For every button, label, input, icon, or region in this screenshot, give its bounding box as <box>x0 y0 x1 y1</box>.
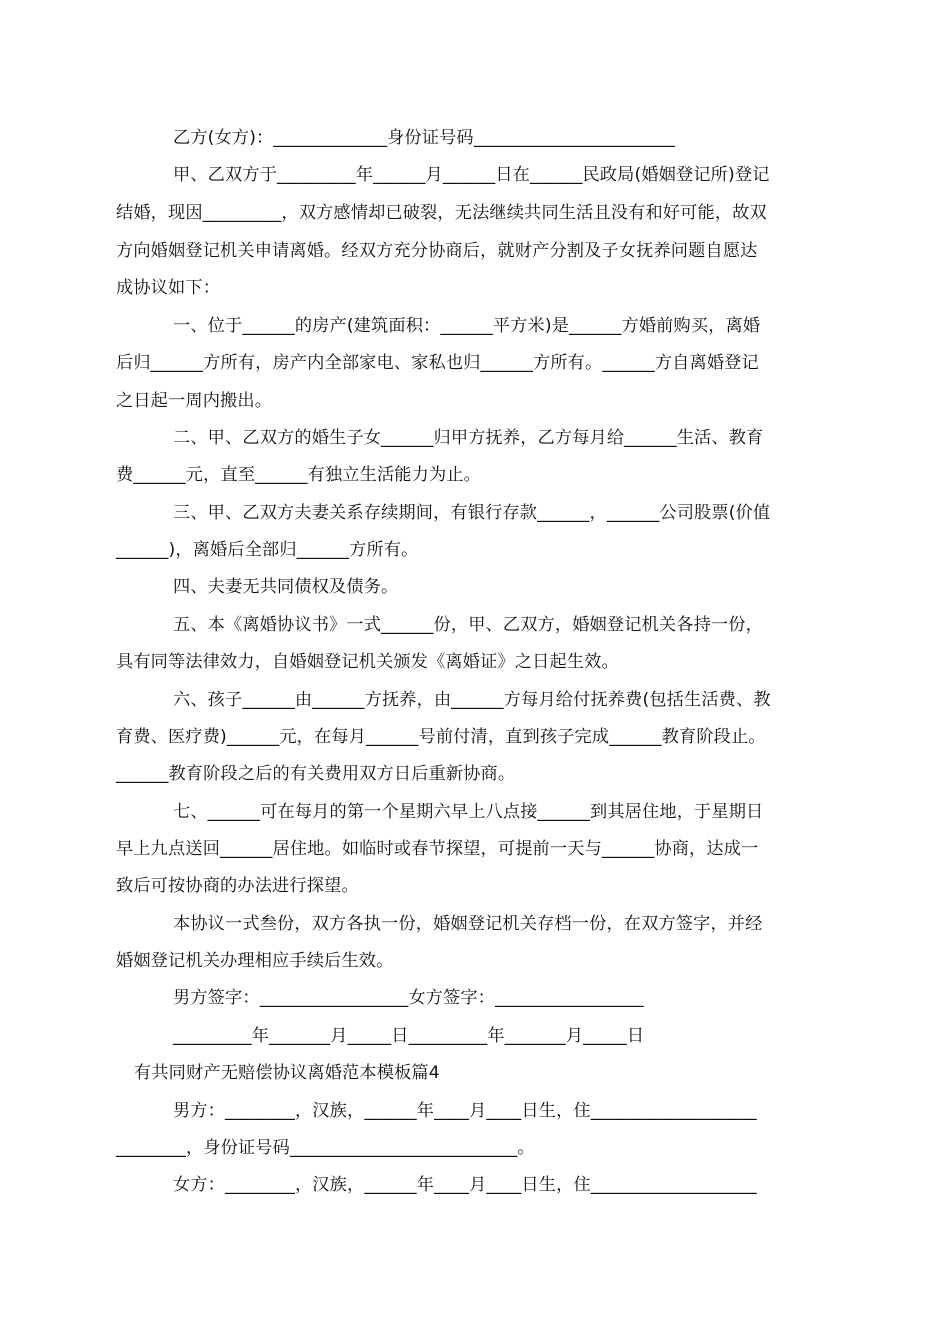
clause-7-line: 早上九点送回______居住地。如临时或春节探望，可提前一天与______协商，达成一 <box>116 839 759 859</box>
date-line: _________年_______月_____日_________年_______月_____日 <box>173 1026 645 1046</box>
clause-1-line: 一、位于______的房产(建筑面积：______平方米)是______方婚前购买，离婚 <box>173 316 761 336</box>
section-title: 有共同财产无赔偿协议离婚范本模板篇4 <box>134 1063 440 1083</box>
closing-paragraph-line: 婚姻登记机关办理相应手续后生效。 <box>116 951 394 971</box>
paragraph-intro-line: 甲、乙双方于_________年______月______日在______民政局(婚姻登记所)登记 <box>173 165 770 185</box>
clause-3-line: 三、甲、乙双方夫妻关系存续期间，有银行存款______，______公司股票(价值 <box>173 503 771 523</box>
clause-3-line: ______)，离婚后全部归______方所有。 <box>116 540 419 560</box>
clause-2-line: 二、甲、乙双方的婚生子女______归甲方抚养，乙方每月给______生活、教育 <box>173 428 764 448</box>
clause-6-line: ______教育阶段之后的有关费用双方日后重新协商。 <box>116 764 516 784</box>
clause-4-line: 四、夫妻无共同债权及债务。 <box>173 577 399 597</box>
paragraph-intro-line: 方向婚姻登记机关申请离婚。经双方充分协商后，就财产分割及子女抚养问题自愿达 <box>116 241 758 261</box>
clause-1-line: 之日起一周内搬出。 <box>116 391 273 411</box>
man-info-line: 男方：________，汉族，______年____月____日生，住___________________ <box>173 1101 757 1121</box>
clause-7-line: 七、______可在每月的第一个星期六早上八点接______到其居住地，于星期日 <box>173 802 764 822</box>
signature-line: 男方签字：_________________女方签字：_________________ <box>173 988 644 1008</box>
paragraph-intro-line: 成协议如下： <box>116 278 221 298</box>
clause-6-line: 育费、医疗费)______元，在每月______号前付清，直到孩子完成______教育阶段止。 <box>116 727 766 747</box>
closing-paragraph-line: 本协议一式叁份，双方各执一份，婚姻登记机关存档一份，在双方签字，并经 <box>173 914 763 934</box>
paragraph-intro-line: 结婚，现因_________，双方感情却已破裂，无法继续共同生活且没有和好可能，故双 <box>116 203 767 223</box>
woman-info-line: 女方：________，汉族，______年____月____日生，住___________________ <box>173 1175 757 1195</box>
clause-2-line: 费______元，直至______有独立生活能力为止。 <box>116 465 481 485</box>
clause-7-line: 致后可按协商的办法进行探望。 <box>116 876 359 896</box>
man-info-line: ________，身份证号码__________________________。 <box>116 1138 535 1158</box>
clause-5-line: 五、本《离婚协议书》一式______份，甲、乙双方，婚姻登记机关各持一份， <box>173 615 763 635</box>
clause-5-line: 具有同等法律效力，自婚姻登记机关颁发《离婚证》之日起生效。 <box>116 652 619 672</box>
clause-6-line: 六、孩子______由______方抚养，由______方每月给付抚养费(包括生活费、教 <box>173 690 771 710</box>
clause-1-line: 后归______方所有，房产内全部家电、家私也归______方所有。______方自离婚登记 <box>116 353 759 373</box>
party-b-line: 乙方(女方)：_____________身份证号码_______________________ <box>173 128 675 148</box>
